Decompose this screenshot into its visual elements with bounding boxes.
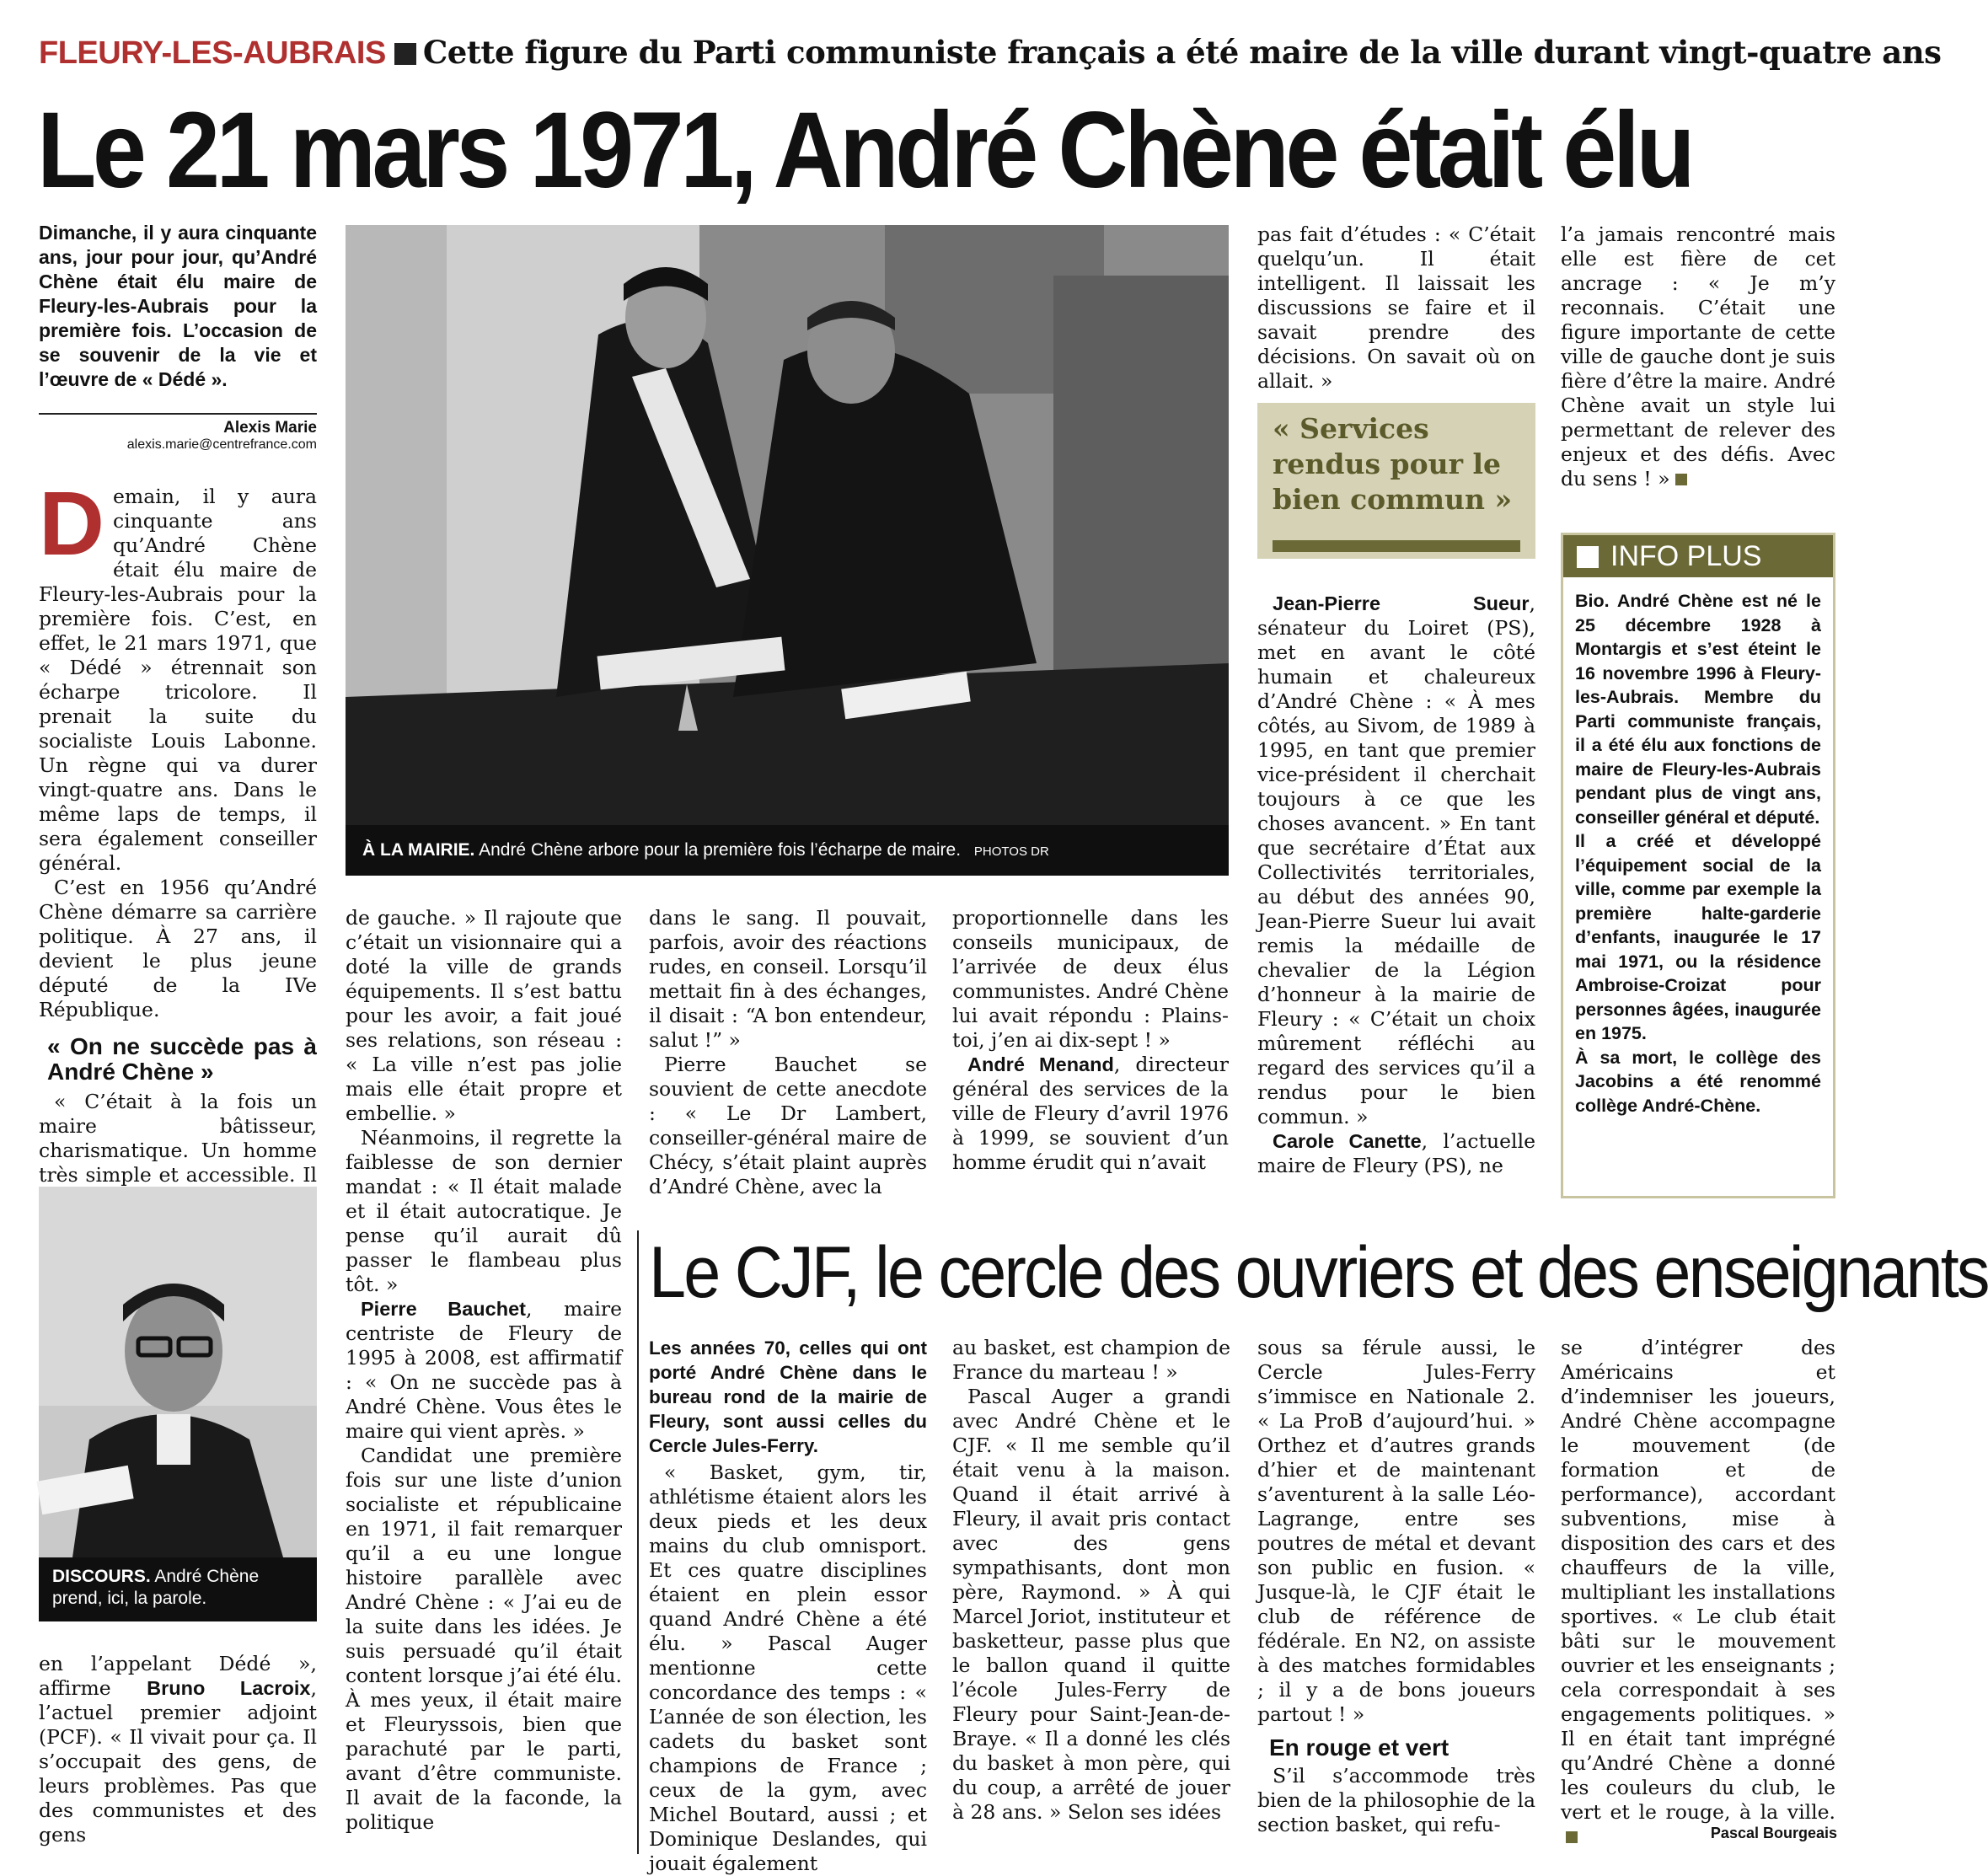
kicker [39, 34, 1941, 72]
person-name: André Menand [967, 1053, 1114, 1075]
person-name: Carole Canette [1273, 1130, 1422, 1152]
column-1 [39, 472, 317, 1261]
paragraph: en l’appelant Dédé », affirme [39, 1652, 317, 1700]
divider [39, 413, 317, 415]
kicker-deck: Cette figure du Parti communiste français a été maire de la ville durant vingt-quatre ans [422, 34, 1942, 71]
paragraph: C’est en 1956 qu’André Chène démarre sa carrière politique. À 27 ans, il devient le plus jeune député de la IVe République. [39, 876, 317, 1021]
paragraph: au basket, est champion de France du marteau ! » [952, 1336, 1230, 1384]
person-name: Pierre Bauchet [361, 1298, 526, 1320]
cjf-column-2 [952, 1336, 1230, 1825]
speech-photo-icon [39, 1187, 317, 1557]
signature: Pascal Bourgeais [1710, 1825, 1837, 1841]
chapo: Dimanche, il y aura cinquante ans, jour pour jour, qu’André Chène était élu maire de Fleury-les-Aubrais pour la première fois. L’occasion de se souvenir de la vie et l’œuvre de « Dédé ». [39, 222, 317, 390]
paragraph: , l’actuelle maire de Fleury (PS), ne [1257, 1129, 1535, 1177]
person-name: Bruno Lacroix [147, 1677, 311, 1699]
photo-credit: PHOTOS DR [973, 844, 1049, 859]
info-title: INFO PLUS [1610, 540, 1762, 572]
photo-speech [39, 1187, 317, 1557]
caption-text: André Chène prend, ici, la parole. [52, 1567, 260, 1608]
person-name: Jean-Pierre Sueur [1273, 592, 1530, 614]
cjf-column-3 [1257, 1336, 1535, 1837]
chapo-cjf: Les années 70, celles qui ont porté André Chène dans le bureau rond de la mairie de Fleury, sont aussi celles du Cercle Jules-Ferry. [649, 1337, 927, 1456]
caption-title: À LA MAIRIE. [362, 840, 475, 860]
info-header [1563, 535, 1833, 577]
caption-text: André Chène arbore pour la première fois l’écharpe de maire. [479, 840, 962, 860]
paragraph: , l’actuel premier adjoint (PCF). « Il vivait pour ça. Il s’occupait des gens, de leurs problèmes. Pas que des communistes et des gens [39, 1676, 317, 1847]
cjf-column-4 [1561, 1336, 1835, 1849]
column-3 [649, 906, 927, 1199]
byline [39, 419, 317, 453]
end-mark-icon [1675, 474, 1687, 485]
pull-quote-text: « Services rendus pour le bien commun » [1273, 412, 1513, 516]
end-mark-icon [1566, 1831, 1578, 1843]
paragraph: sous sa férule aussi, le Cercle Jules-Ferry s’immisce en Nationale 2. « La ProB d’aujourd’hui. » Orthez et d’autres grands d’hier et de maintenant s’aventurent à la salle Léo-Lagrange, entre ses poutres de métal et devant son public en fusion. « Jusque-là, le CJF était le club de référence de fédérale. En N2, on assiste à des matches formidables ; il y a de bons joueurs partout ! » [1257, 1336, 1535, 1726]
paragraph: S’il s’accommode très bien de la philosophie de la section basket, qui refu- [1257, 1764, 1535, 1836]
info-label: Bio. [1575, 591, 1610, 611]
paragraph: « C’était à la fois un maire bâtisseur, charismatique. Un homme très simple et accessible. Il [39, 1090, 317, 1187]
pull-quote [1257, 403, 1535, 559]
author-name: Alexis Marie [223, 419, 317, 437]
headline: Le 21 mars 1971, André Chène était élu [37, 90, 1692, 211]
info-text: André Chène est né le 25 décembre 1928 à Montargis et s’est éteint le 16 novembre 1996 à Fleury-les-Aubrais. Membre du Parti communiste français, il a été élu aux fonctions de maire de Fleury-les-Aubrais pendant plus de vingt ans, conseiller général et député. [1575, 591, 1821, 828]
info-text: À sa mort, le collège des Jacobins a été renommé collège André-Chène. [1575, 1047, 1821, 1116]
info-box [1561, 533, 1835, 1198]
lead-paragraph: emain, il y aura cinquante ans qu’André Chène était élu maire de Fleury-les-Aubrais pour la première fois. C’est, en effet, le 21 mars 1971, que « Dédé » étrennait son écharpe tricolore. Il prenait la suite du socialiste Louis Labonne. Un règne qui va durer vingt-quatre ans. Dans le même laps de temps, il sera également conseiller général. [39, 485, 317, 875]
paragraph: , sénateur du Loiret (PS), met en avant le côté humain et chaleureux d’André Chène : « À mes côtés, au Sivom, de 1989 à 1995, en tant que premier vice-président il cherchait toujours à ce que les choses avancent. » En tant que secrétaire d’État aux Collectivités territoriales, au début des années 90, Jean-Pierre Sueur lui avait remis la médaille de chevalier de la Légion d’honneur à la mairie de Fleury : « C’était un choix mûrement réfléchi au regard des services qu’il a rendus pour le bien commun. » [1257, 592, 1535, 1128]
cjf-column-1 [649, 1461, 927, 1876]
mairie-photo-icon [346, 225, 1229, 825]
paragraph: Candidat une première fois sur une liste d’union socialiste et républicaine en 1971, il fait remarquer qu’il a eu une longue histoire parallèle avec André Chène : « J’ai eu de la suite dans les idées. Je suis persuadé qu’il était content lorsque j’ai été élu. À mes yeux, il était maire et Fleuryssois, bien que parachuté par le parti, avant d’être communiste. Il avait de la faconde, la politique [346, 1444, 622, 1834]
info-text: Il a créé et développé l’équipement social de la ville, comme par exemple la première halte-garderie d’enfants, inaugurée le 17 mai 1971, ou la résidence Ambroise-Croizat pour personnes âgées, inaugurée en 1975. [1575, 831, 1821, 1043]
column-5-top [1257, 222, 1535, 394]
checkbox-square-icon [1577, 546, 1599, 568]
paragraph: proportionnelle dans les conseils municipaux, de l’arrivée de deux élus communistes. André Chène lui avait répondu : Plains-toi, j’en ai dix-sept ! » [952, 906, 1229, 1052]
column-5 [1257, 592, 1535, 1178]
caption-title: DISCOURS. [52, 1567, 151, 1586]
headline-cjf: Le CJF, le cercle des ouvriers et des enseignants [649, 1232, 1988, 1313]
paragraph: , directeur général des services de la ville de Fleury d’avril 1976 à 1999, se souvient d’un homme érudit qui n’avait [952, 1053, 1229, 1174]
info-body [1563, 577, 1833, 1118]
column-6 [1561, 222, 1835, 491]
paragraph: « Basket, gym, tir, athlétisme étaient alors les deux pieds et les deux mains du club omnisport. Et ces quatre disciplines étaient en plein essor quand André Chène a été élu. » Pascal Auger mentionne cette concordance des temps : « L’année de son élection, les cadets du basket sont champions de France ; ceux de la gym, avec Michel Boutard, aussi ; et Dominique Deslandes, qui jouait également [649, 1461, 927, 1875]
pull-quote-bar [1273, 540, 1520, 552]
author-email[interactable]: alexis.marie@centrefrance.com [126, 437, 317, 452]
caption-mairie [346, 825, 1229, 876]
column-2 [346, 906, 622, 1835]
subhead: En rouge et vert [1269, 1734, 1449, 1761]
caption-speech [39, 1557, 317, 1621]
column-4 [952, 906, 1229, 1175]
drop-cap: D [39, 472, 104, 574]
paragraph: de gauche. » Il rajoute que c’était un visionnaire qui a doté la ville de grands équipements. Il s’est battu pour les avoir, a fait joué ses relations, son réseau : « La ville n’est pas jolie mais elle était propre et embellie. » [346, 906, 622, 1125]
vertical-rule [637, 1230, 639, 1854]
paragraph: Néanmoins, il regrette la faiblesse de son dernier mandat : « Il était malade et il était autocratique. Je pense qu’il aurait dû passer le flambeau plus tôt. » [346, 1126, 622, 1296]
column-1-end [39, 1652, 317, 1847]
paragraph: Pierre Bauchet se souvient de cette anecdote : « Le Dr Lambert, conseiller-général maire de Chécy, s’était plaint auprès d’André Chène, avec la [649, 1053, 927, 1198]
paragraph: , maire centriste de Fleury de 1995 à 2008, est affirmatif : « On ne succède pas à André Chène. Vous êtes le maire qui vient après. » [346, 1297, 622, 1443]
paragraph: pas fait d’études : « C’était quelqu’un. Il était intelligent. Il laissait les discussions se faire et il savait prendre des décisions. On savait où on allait. » [1257, 222, 1535, 393]
photo-mairie [346, 225, 1229, 825]
kicker-town: FLEURY-LES-AUBRAIS [39, 35, 386, 71]
subhead: « On ne succède pas à André Chène » [47, 1033, 317, 1085]
paragraph: se d’intégrer des Américains et d’indemniser les joueurs, André Chène accompagne le mouvement (de formation et de performance), accordant subventions, mise à disposition des cars et des chauffeurs de la ville, multipliant les installations sportives. « Le club était bâti sur le mouvement ouvrier et les enseignants ; cela correspondait à ses engagements politiques. » Il en était tant imprégné qu’André Chène a donné les couleurs du club, le vert et le rouge, à la ville. [1561, 1336, 1835, 1824]
paragraph: l’a jamais rencontré mais elle est fière de cet ancrage : « Je m’y reconnais. C’était une figure importante de cette ville de gauche dont je suis fière d’être la maire. André Chène avait un style lui permettant de relever des enjeux et des défis. Avec du sens ! » [1561, 222, 1835, 490]
paragraph: Pascal Auger a grandi avec André Chène et le CJF. « Il me semble qu’il était venu à la maison. Quand il était arrivé à Fleury, il avait pris contact avec des gens sympathisants, dont mon père, Raymond. » À qui Marcel Joriot, instituteur et basketteur, passe plus que le ballon quand il quitte l’école Jules-Ferry de Fleury pour Saint-Jean-de-Braye. « Il a donné les clés du basket à mon père, qui du coup, a arrêté de jouer à 28 ans. » Selon ses idées [952, 1385, 1230, 1824]
square-bullet-icon [394, 43, 416, 65]
paragraph: dans le sang. Il pouvait, parfois, avoir des réactions rudes, en conseil. Lorsqu’il mettait fin à des échanges, il disait : “A bon entendeur, salut !” » [649, 906, 927, 1052]
